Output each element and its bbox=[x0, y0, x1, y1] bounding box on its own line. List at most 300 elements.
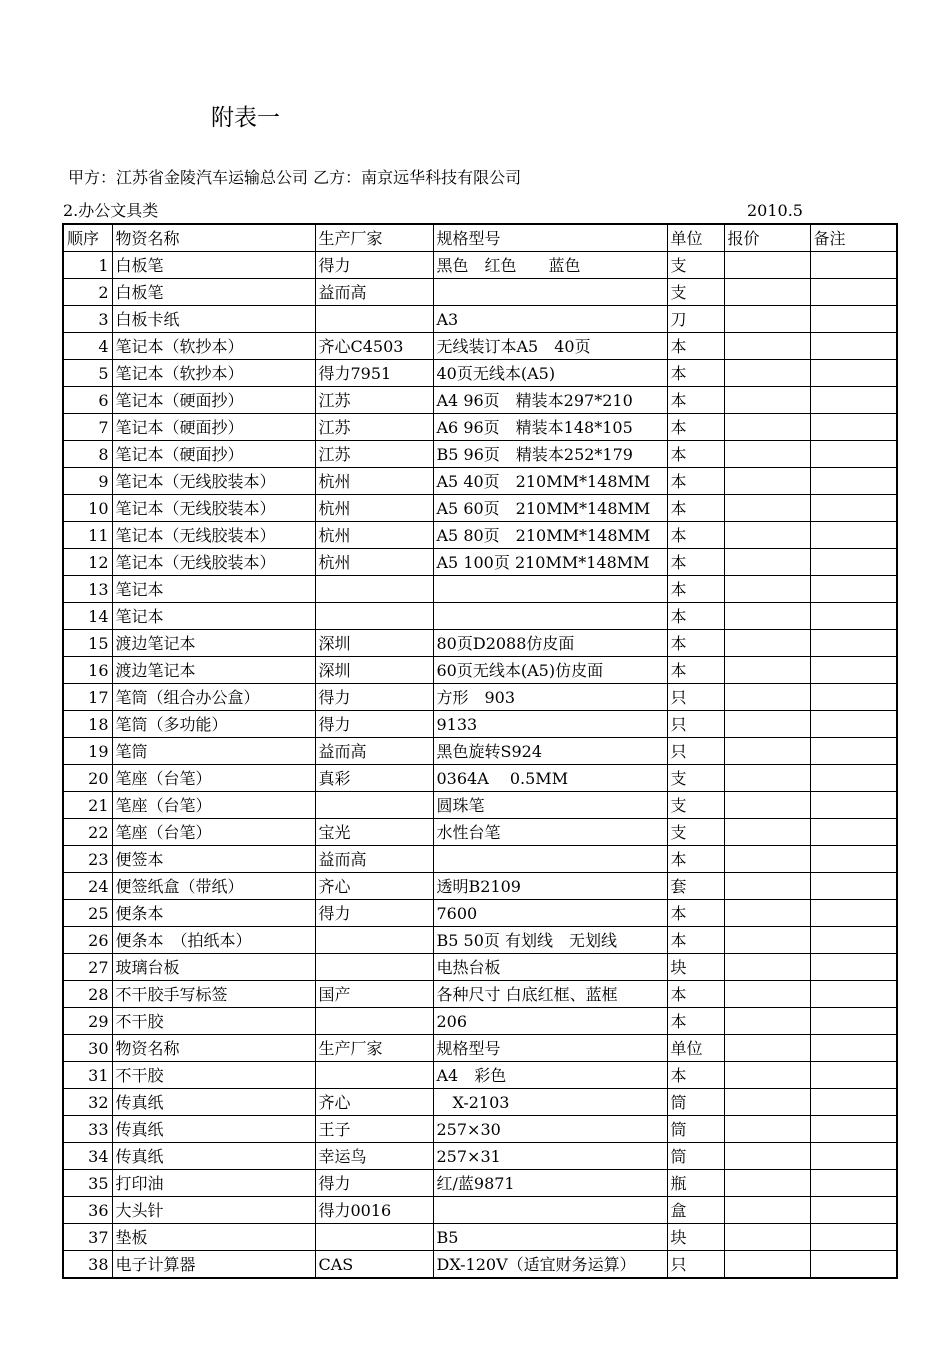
cell-remarks bbox=[810, 549, 897, 576]
cell-item-name: 笔座（台笔） bbox=[112, 819, 315, 846]
cell-manufacturer: 真彩 bbox=[315, 765, 433, 792]
cell-index: 13 bbox=[63, 576, 112, 603]
cell-remarks bbox=[810, 306, 897, 333]
cell-index: 14 bbox=[63, 603, 112, 630]
table-row bbox=[63, 684, 897, 711]
cell-item-name: 打印油 bbox=[112, 1170, 315, 1197]
table-row bbox=[63, 1143, 897, 1170]
cell-spec: A4 96页 精装本297*210 bbox=[433, 387, 667, 414]
table-row bbox=[63, 495, 897, 522]
cell-unit: 套 bbox=[667, 873, 724, 900]
cell-item-name: 便条本 （拍纸本） bbox=[112, 927, 315, 954]
cell-quote bbox=[724, 603, 810, 630]
supplies-table bbox=[62, 223, 898, 1279]
cell-quote bbox=[724, 846, 810, 873]
cell-index: 35 bbox=[63, 1170, 112, 1197]
cell-spec: 方形 903 bbox=[433, 684, 667, 711]
cell-item-name: 笔记本（软抄本） bbox=[112, 333, 315, 360]
cell-item-name: 笔记本（无线胶装本） bbox=[112, 468, 315, 495]
table-row bbox=[63, 954, 897, 981]
cell-remarks bbox=[810, 1008, 897, 1035]
cell-quote bbox=[724, 927, 810, 954]
cell-quote bbox=[724, 333, 810, 360]
cell-manufacturer: 深圳 bbox=[315, 630, 433, 657]
table-row bbox=[63, 792, 897, 819]
cell-item-name: 笔筒（组合办公盒） bbox=[112, 684, 315, 711]
cell-item-name: 笔记本（无线胶装本） bbox=[112, 495, 315, 522]
table-row bbox=[63, 927, 897, 954]
cell-spec: B5 96页 精装本252*179 bbox=[433, 441, 667, 468]
cell-remarks bbox=[810, 495, 897, 522]
cell-index: 23 bbox=[63, 846, 112, 873]
contract-parties: 甲方：江苏省金陵汽车运输总公司 乙方：南京远华科技有限公司 bbox=[68, 168, 522, 187]
cell-unit: 只 bbox=[667, 738, 724, 765]
cell-remarks bbox=[810, 387, 897, 414]
cell-item-name: 笔筒 bbox=[112, 738, 315, 765]
cell-remarks bbox=[810, 1251, 897, 1279]
cell-unit: 只 bbox=[667, 711, 724, 738]
cell-spec: 各种尺寸 白底红框、蓝框 bbox=[433, 981, 667, 1008]
cell-quote bbox=[724, 441, 810, 468]
cell-index: 1 bbox=[63, 252, 112, 279]
cell-quote bbox=[724, 468, 810, 495]
table-row bbox=[63, 549, 897, 576]
table-row bbox=[63, 387, 897, 414]
cell-index: 37 bbox=[63, 1224, 112, 1251]
cell-spec: 黑色旋转S924 bbox=[433, 738, 667, 765]
cell-unit: 筒 bbox=[667, 1143, 724, 1170]
cell-quote bbox=[724, 684, 810, 711]
cell-unit: 单位 bbox=[667, 1035, 724, 1062]
table-row bbox=[63, 522, 897, 549]
cell-spec: 7600 bbox=[433, 900, 667, 927]
cell-index: 19 bbox=[63, 738, 112, 765]
cell-unit: 块 bbox=[667, 1224, 724, 1251]
cell-spec: 圆珠笔 bbox=[433, 792, 667, 819]
cell-remarks bbox=[810, 981, 897, 1008]
cell-remarks bbox=[810, 1116, 897, 1143]
cell-index: 3 bbox=[63, 306, 112, 333]
cell-manufacturer: 江苏 bbox=[315, 387, 433, 414]
cell-manufacturer: 齐心C4503 bbox=[315, 333, 433, 360]
table-row bbox=[63, 1224, 897, 1251]
cell-quote bbox=[724, 252, 810, 279]
cell-unit: 本 bbox=[667, 630, 724, 657]
cell-unit: 本 bbox=[667, 441, 724, 468]
cell-spec: B5 bbox=[433, 1224, 667, 1251]
table-row bbox=[63, 1008, 897, 1035]
cell-quote bbox=[724, 1035, 810, 1062]
cell-spec: A5 100页 210MM*148MM bbox=[433, 549, 667, 576]
cell-unit: 本 bbox=[667, 360, 724, 387]
cell-index: 26 bbox=[63, 927, 112, 954]
cell-item-name: 传真纸 bbox=[112, 1116, 315, 1143]
cell-quote bbox=[724, 1008, 810, 1035]
table-row bbox=[63, 711, 897, 738]
cell-index: 6 bbox=[63, 387, 112, 414]
cell-remarks bbox=[810, 576, 897, 603]
cell-index: 28 bbox=[63, 981, 112, 1008]
cell-spec: A5 40页 210MM*148MM bbox=[433, 468, 667, 495]
cell-remarks bbox=[810, 252, 897, 279]
cell-remarks bbox=[810, 738, 897, 765]
cell-remarks bbox=[810, 684, 897, 711]
cell-unit: 支 bbox=[667, 819, 724, 846]
cell-unit: 本 bbox=[667, 522, 724, 549]
cell-unit: 支 bbox=[667, 765, 724, 792]
cell-quote bbox=[724, 981, 810, 1008]
cell-manufacturer: 江苏 bbox=[315, 414, 433, 441]
cell-unit: 本 bbox=[667, 981, 724, 1008]
cell-index: 38 bbox=[63, 1251, 112, 1279]
cell-spec: 40页无线本(A5) bbox=[433, 360, 667, 387]
cell-unit: 本 bbox=[667, 657, 724, 684]
cell-index: 29 bbox=[63, 1008, 112, 1035]
cell-item-name: 白板笔 bbox=[112, 252, 315, 279]
cell-manufacturer: 杭州 bbox=[315, 468, 433, 495]
cell-spec bbox=[433, 846, 667, 873]
table-row bbox=[63, 279, 897, 306]
cell-unit: 只 bbox=[667, 1251, 724, 1279]
cell-spec: 0364A 0.5MM bbox=[433, 765, 667, 792]
cell-manufacturer bbox=[315, 792, 433, 819]
cell-index: 32 bbox=[63, 1089, 112, 1116]
cell-remarks bbox=[810, 1143, 897, 1170]
cell-spec: A3 bbox=[433, 306, 667, 333]
cell-item-name: 不干胶手写标签 bbox=[112, 981, 315, 1008]
cell-quote bbox=[724, 549, 810, 576]
cell-index: 18 bbox=[63, 711, 112, 738]
cell-remarks bbox=[810, 873, 897, 900]
cell-index: 2 bbox=[63, 279, 112, 306]
cell-quote bbox=[724, 1089, 810, 1116]
table-body bbox=[63, 252, 897, 1279]
cell-manufacturer bbox=[315, 954, 433, 981]
cell-unit: 本 bbox=[667, 495, 724, 522]
cell-remarks bbox=[810, 414, 897, 441]
cell-unit: 本 bbox=[667, 468, 724, 495]
cell-quote bbox=[724, 1251, 810, 1279]
cell-remarks bbox=[810, 441, 897, 468]
cell-index: 4 bbox=[63, 333, 112, 360]
cell-manufacturer bbox=[315, 603, 433, 630]
cell-manufacturer bbox=[315, 1062, 433, 1089]
cell-spec: 规格型号 bbox=[433, 1035, 667, 1062]
cell-index: 5 bbox=[63, 360, 112, 387]
page-title: 附表一 bbox=[211, 105, 280, 131]
cell-spec: 无线装订本A5 40页 bbox=[433, 333, 667, 360]
cell-item-name: 笔记本（无线胶装本） bbox=[112, 522, 315, 549]
cell-item-name: 笔记本 bbox=[112, 576, 315, 603]
cell-quote bbox=[724, 1170, 810, 1197]
cell-manufacturer: 王子 bbox=[315, 1116, 433, 1143]
cell-quote bbox=[724, 279, 810, 306]
cell-item-name: 笔记本（硬面抄） bbox=[112, 414, 315, 441]
header-index: 顺序 bbox=[63, 224, 112, 252]
cell-unit: 筒 bbox=[667, 1116, 724, 1143]
table-row bbox=[63, 765, 897, 792]
table-row bbox=[63, 738, 897, 765]
cell-item-name: 便条本 bbox=[112, 900, 315, 927]
cell-manufacturer bbox=[315, 306, 433, 333]
cell-remarks bbox=[810, 954, 897, 981]
cell-manufacturer bbox=[315, 1008, 433, 1035]
cell-manufacturer: 益而高 bbox=[315, 738, 433, 765]
cell-spec: 电热台板 bbox=[433, 954, 667, 981]
cell-manufacturer: 得力 bbox=[315, 711, 433, 738]
cell-spec: 水性台笔 bbox=[433, 819, 667, 846]
cell-spec bbox=[433, 1197, 667, 1224]
cell-quote bbox=[724, 873, 810, 900]
cell-spec: 206 bbox=[433, 1008, 667, 1035]
cell-remarks bbox=[810, 1089, 897, 1116]
cell-remarks bbox=[810, 819, 897, 846]
cell-unit: 块 bbox=[667, 954, 724, 981]
cell-remarks bbox=[810, 1197, 897, 1224]
cell-item-name: 传真纸 bbox=[112, 1089, 315, 1116]
cell-index: 30 bbox=[63, 1035, 112, 1062]
cell-manufacturer: 得力 bbox=[315, 1170, 433, 1197]
cell-item-name: 渡边笔记本 bbox=[112, 630, 315, 657]
cell-index: 20 bbox=[63, 765, 112, 792]
cell-item-name: 不干胶 bbox=[112, 1008, 315, 1035]
cell-quote bbox=[724, 657, 810, 684]
cell-manufacturer: 得力 bbox=[315, 252, 433, 279]
cell-spec: X-2103 bbox=[433, 1089, 667, 1116]
cell-manufacturer: 得力 bbox=[315, 900, 433, 927]
cell-index: 33 bbox=[63, 1116, 112, 1143]
table-row bbox=[63, 252, 897, 279]
cell-manufacturer: 生产厂家 bbox=[315, 1035, 433, 1062]
cell-item-name: 玻璃台板 bbox=[112, 954, 315, 981]
cell-remarks bbox=[810, 1224, 897, 1251]
cell-unit: 本 bbox=[667, 576, 724, 603]
cell-spec: 红/蓝9871 bbox=[433, 1170, 667, 1197]
cell-item-name: 便签纸盒（带纸） bbox=[112, 873, 315, 900]
cell-unit: 瓶 bbox=[667, 1170, 724, 1197]
table-row bbox=[63, 630, 897, 657]
cell-item-name: 渡边笔记本 bbox=[112, 657, 315, 684]
cell-quote bbox=[724, 306, 810, 333]
cell-unit: 只 bbox=[667, 684, 724, 711]
cell-index: 21 bbox=[63, 792, 112, 819]
cell-unit: 本 bbox=[667, 603, 724, 630]
cell-item-name: 白板笔 bbox=[112, 279, 315, 306]
cell-remarks bbox=[810, 711, 897, 738]
cell-spec: 透明B2109 bbox=[433, 873, 667, 900]
cell-remarks bbox=[810, 846, 897, 873]
cell-index: 12 bbox=[63, 549, 112, 576]
cell-item-name: 白板卡纸 bbox=[112, 306, 315, 333]
cell-spec: 9133 bbox=[433, 711, 667, 738]
cell-index: 25 bbox=[63, 900, 112, 927]
cell-index: 9 bbox=[63, 468, 112, 495]
table-row bbox=[63, 1062, 897, 1089]
cell-spec: A4 彩色 bbox=[433, 1062, 667, 1089]
cell-spec: A5 60页 210MM*148MM bbox=[433, 495, 667, 522]
cell-unit: 本 bbox=[667, 900, 724, 927]
cell-item-name: 笔筒（多功能） bbox=[112, 711, 315, 738]
table-row bbox=[63, 657, 897, 684]
header-spec: 规格型号 bbox=[433, 224, 667, 252]
table-row bbox=[63, 873, 897, 900]
table-row bbox=[63, 603, 897, 630]
cell-quote bbox=[724, 819, 810, 846]
cell-spec: 黑色 红色 蓝色 bbox=[433, 252, 667, 279]
table-row bbox=[63, 1170, 897, 1197]
cell-spec: 257×30 bbox=[433, 1116, 667, 1143]
cell-item-name: 便签本 bbox=[112, 846, 315, 873]
cell-quote bbox=[724, 765, 810, 792]
cell-manufacturer: 幸运鸟 bbox=[315, 1143, 433, 1170]
table-row bbox=[63, 819, 897, 846]
cell-index: 7 bbox=[63, 414, 112, 441]
cell-quote bbox=[724, 954, 810, 981]
cell-manufacturer: 得力7951 bbox=[315, 360, 433, 387]
cell-unit: 本 bbox=[667, 1062, 724, 1089]
cell-spec: DX-120V（适宜财务运算） bbox=[433, 1251, 667, 1279]
cell-manufacturer: 齐心 bbox=[315, 1089, 433, 1116]
cell-index: 27 bbox=[63, 954, 112, 981]
table-row bbox=[63, 333, 897, 360]
cell-index: 36 bbox=[63, 1197, 112, 1224]
cell-item-name: 笔记本（软抄本） bbox=[112, 360, 315, 387]
table-row bbox=[63, 1089, 897, 1116]
cell-index: 24 bbox=[63, 873, 112, 900]
table-row bbox=[63, 1116, 897, 1143]
cell-unit: 本 bbox=[667, 387, 724, 414]
header-item-name: 物资名称 bbox=[112, 224, 315, 252]
cell-index: 34 bbox=[63, 1143, 112, 1170]
cell-unit: 本 bbox=[667, 333, 724, 360]
cell-unit: 刀 bbox=[667, 306, 724, 333]
cell-item-name: 电子计算器 bbox=[112, 1251, 315, 1279]
cell-remarks bbox=[810, 360, 897, 387]
cell-spec bbox=[433, 603, 667, 630]
cell-remarks bbox=[810, 927, 897, 954]
table-row bbox=[63, 900, 897, 927]
cell-index: 10 bbox=[63, 495, 112, 522]
cell-index: 17 bbox=[63, 684, 112, 711]
table-row bbox=[63, 360, 897, 387]
cell-remarks bbox=[810, 1170, 897, 1197]
cell-index: 31 bbox=[63, 1062, 112, 1089]
cell-spec bbox=[433, 576, 667, 603]
cell-item-name: 传真纸 bbox=[112, 1143, 315, 1170]
cell-item-name: 不干胶 bbox=[112, 1062, 315, 1089]
table-row bbox=[63, 846, 897, 873]
cell-quote bbox=[724, 1197, 810, 1224]
cell-spec: A5 80页 210MM*148MM bbox=[433, 522, 667, 549]
cell-quote bbox=[724, 711, 810, 738]
cell-spec bbox=[433, 279, 667, 306]
cell-item-name: 笔座（台笔） bbox=[112, 792, 315, 819]
cell-item-name: 大头针 bbox=[112, 1197, 315, 1224]
cell-index: 15 bbox=[63, 630, 112, 657]
cell-item-name: 笔记本（硬面抄） bbox=[112, 387, 315, 414]
cell-item-name: 笔座（台笔） bbox=[112, 765, 315, 792]
cell-unit: 本 bbox=[667, 846, 724, 873]
cell-manufacturer: 杭州 bbox=[315, 495, 433, 522]
cell-remarks bbox=[810, 765, 897, 792]
cell-unit: 本 bbox=[667, 927, 724, 954]
cell-quote bbox=[724, 1116, 810, 1143]
document-date: 2010.5 bbox=[747, 201, 803, 220]
table-header-row bbox=[63, 224, 897, 252]
table-row bbox=[63, 1035, 897, 1062]
cell-item-name: 笔记本（无线胶装本） bbox=[112, 549, 315, 576]
cell-remarks bbox=[810, 333, 897, 360]
cell-item-name: 笔记本 bbox=[112, 603, 315, 630]
cell-quote bbox=[724, 495, 810, 522]
table-row bbox=[63, 1197, 897, 1224]
cell-manufacturer: 杭州 bbox=[315, 549, 433, 576]
cell-unit: 支 bbox=[667, 792, 724, 819]
cell-quote bbox=[724, 414, 810, 441]
cell-remarks bbox=[810, 657, 897, 684]
cell-manufacturer bbox=[315, 1224, 433, 1251]
cell-item-name: 垫板 bbox=[112, 1224, 315, 1251]
cell-remarks bbox=[810, 900, 897, 927]
cell-unit: 支 bbox=[667, 252, 724, 279]
cell-quote bbox=[724, 792, 810, 819]
cell-quote bbox=[724, 900, 810, 927]
cell-index: 16 bbox=[63, 657, 112, 684]
cell-manufacturer bbox=[315, 927, 433, 954]
cell-quote bbox=[724, 522, 810, 549]
cell-remarks bbox=[810, 279, 897, 306]
section-title: 2.办公文具类 bbox=[63, 201, 159, 220]
cell-manufacturer: 深圳 bbox=[315, 657, 433, 684]
cell-manufacturer: 益而高 bbox=[315, 279, 433, 306]
cell-index: 11 bbox=[63, 522, 112, 549]
cell-quote bbox=[724, 360, 810, 387]
cell-manufacturer: 江苏 bbox=[315, 441, 433, 468]
cell-index: 8 bbox=[63, 441, 112, 468]
cell-remarks bbox=[810, 522, 897, 549]
cell-spec: A6 96页 精装本148*105 bbox=[433, 414, 667, 441]
cell-unit: 筒 bbox=[667, 1089, 724, 1116]
cell-remarks bbox=[810, 603, 897, 630]
cell-manufacturer: 齐心 bbox=[315, 873, 433, 900]
header-quote: 报价 bbox=[724, 224, 810, 252]
cell-unit: 本 bbox=[667, 1008, 724, 1035]
cell-quote bbox=[724, 1143, 810, 1170]
table-row bbox=[63, 414, 897, 441]
cell-unit: 支 bbox=[667, 279, 724, 306]
cell-unit: 盒 bbox=[667, 1197, 724, 1224]
table-row bbox=[63, 468, 897, 495]
cell-quote bbox=[724, 1062, 810, 1089]
cell-manufacturer bbox=[315, 576, 433, 603]
header-remarks: 备注 bbox=[810, 224, 897, 252]
cell-manufacturer: 得力 bbox=[315, 684, 433, 711]
header-unit: 单位 bbox=[667, 224, 724, 252]
cell-manufacturer: 得力0016 bbox=[315, 1197, 433, 1224]
cell-manufacturer: 杭州 bbox=[315, 522, 433, 549]
cell-item-name: 物资名称 bbox=[112, 1035, 315, 1062]
cell-remarks bbox=[810, 792, 897, 819]
header-manufacturer: 生产厂家 bbox=[315, 224, 433, 252]
cell-spec: 60页无线本(A5)仿皮面 bbox=[433, 657, 667, 684]
table-row bbox=[63, 441, 897, 468]
table-row bbox=[63, 981, 897, 1008]
cell-remarks bbox=[810, 630, 897, 657]
cell-quote bbox=[724, 1224, 810, 1251]
cell-manufacturer: 国产 bbox=[315, 981, 433, 1008]
cell-remarks bbox=[810, 1035, 897, 1062]
cell-unit: 本 bbox=[667, 414, 724, 441]
